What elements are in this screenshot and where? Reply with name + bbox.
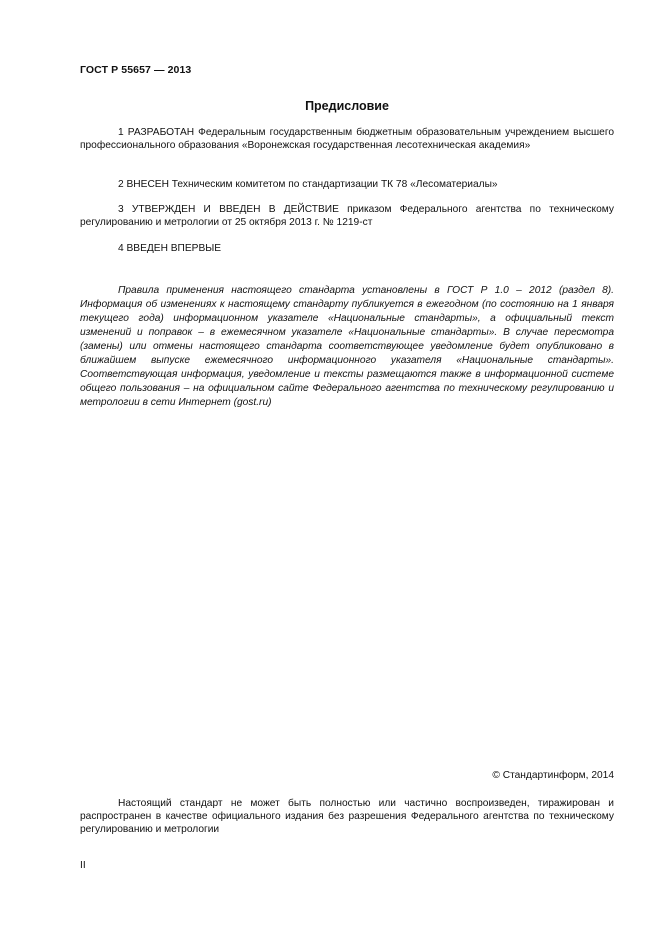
document-header: ГОСТ Р 55657 — 2013 — [80, 64, 192, 76]
paragraph-introduced-first: 4 ВВЕДЕН ВПЕРВЫЕ — [118, 243, 222, 254]
reproduction-notice: Настоящий стандарт не может быть полностью или частично воспроизведен, тиражирован и распространен в качестве официального издания без разрешения Федерального агентства по техническому регулированию и метрологии — [80, 798, 614, 835]
section-title: Предисловие — [305, 99, 389, 113]
page-number: II — [80, 860, 86, 871]
paragraph-developed-by: 1 РАЗРАБОТАН Федеральным государственным бюджетным образовательным учреждением высшего профессионального образования «Воронежская государственная лесотехническая академия» — [80, 127, 614, 151]
copyright-line: © Стандартинформ, 2014 — [492, 770, 614, 781]
paragraph-submitted-by: 2 ВНЕСЕН Техническим комитетом по стандартизации ТК 78 «Лесоматериалы» — [118, 179, 498, 190]
application-rules-notice: Правила применения настоящего стандарта установлены в ГОСТ Р 1.0 – 2012 (раздел 8). Информация об изменениях к настоящему стандарту публикуется в ежегодном (по состоянию на 1 января текущего года) информационном указателе «Национальные стандарты», а официальный текст изменений и поправок – в ежемесячном указателе «Национальные стандарты». В случае пересмотра (замены) или отмены настоящего стандарта соответствующее уведомление будет опубликовано в ближайшем выпуске ежемесячного информационного указателя «Национальные стандарты». Соответствующая информация, уведомление и тексты размещаются также в информационной системе общего пользования – на официальном сайте Федерального агентства по техническому регулированию и метрологии в сети Интернет (gost.ru) — [80, 285, 614, 408]
paragraph-approved: 3 УТВЕРЖДЕН И ВВЕДЕН В ДЕЙСТВИЕ приказом Федерального агентства по техническому регулированию и метрологии от 25 октября 2013 г. № 1219-ст — [80, 204, 614, 228]
